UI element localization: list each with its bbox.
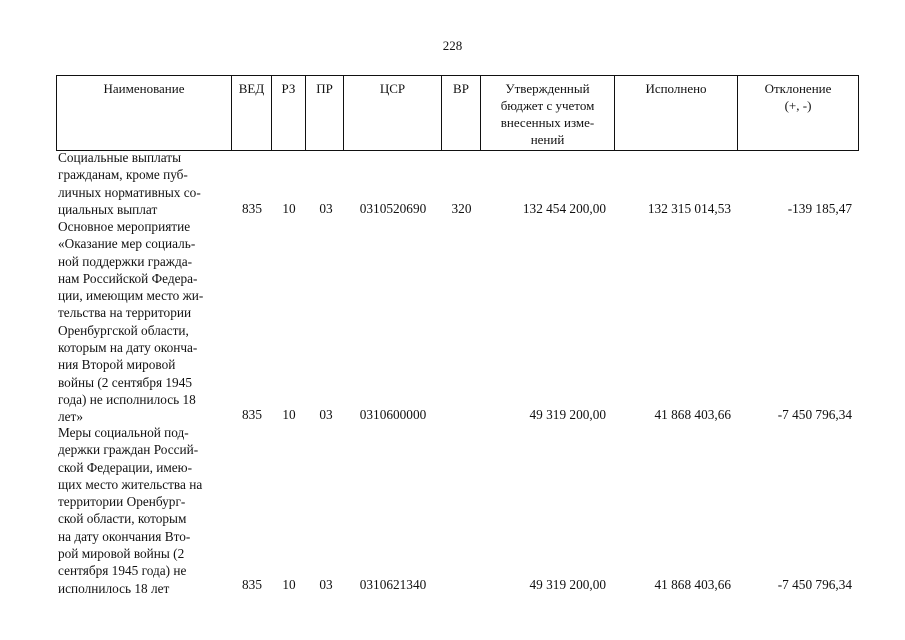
row-executed: 41 868 403,66 (654, 577, 731, 592)
row-executed: 41 868 403,66 (654, 407, 731, 422)
header-pr: ПР (305, 76, 343, 150)
row-ved: 835 (242, 577, 262, 592)
row-approved: 132 454 200,00 (522, 201, 606, 216)
page-number: 228 (442, 38, 463, 53)
header-rz: РЗ (271, 76, 305, 150)
row-deviation: -7 450 796,34 (777, 407, 852, 422)
header-executed: Исполнено (614, 76, 737, 150)
row-deviation: -139 185,47 (787, 201, 852, 216)
row-pr: 03 (319, 407, 333, 422)
row-approved: 49 319 200,00 (529, 577, 606, 592)
header-name: Наименование (56, 76, 231, 150)
table-header (56, 75, 859, 151)
row-ved: 835 (242, 201, 262, 216)
row-name: Основное мероприятие «Оказание мер социаль- ной поддержки гражда- нам Российской Федера- ции, имеющим место жи- тельства на территории Оренбургской области, которым на дату оконча- ния Второй мировой войны (2 сентября 1945 года) не исполнилось 18 лет» (58, 219, 204, 425)
row-rz: 10 (282, 407, 296, 422)
row-rz: 10 (282, 577, 296, 592)
row-csr: 0310600000 (359, 407, 427, 422)
header-vr: ВР (441, 76, 480, 150)
row-name: Социальные выплаты гражданам, кроме пуб- личных нормативных со- циальных выплат (58, 150, 201, 217)
row-vr: 320 (451, 201, 472, 216)
row-deviation: -7 450 796,34 (777, 577, 852, 592)
header-deviation: Отклонение (+, -) (737, 76, 859, 150)
row-approved: 49 319 200,00 (529, 407, 606, 422)
row-ved: 835 (242, 407, 262, 422)
row-name: Меры социальной под- держки граждан Россий- ской Федерации, имею- щих место жительства на территории Оренбург- ской области, которым на дату окончания Вто- рой мировой войны (2 сентября 1945 года) не исполнилось 18 лет (58, 425, 203, 596)
header-csr: ЦСР (343, 76, 441, 150)
row-rz: 10 (282, 201, 296, 216)
row-pr: 03 (319, 201, 333, 216)
row-pr: 03 (319, 577, 333, 592)
row-csr: 0310621340 (359, 577, 427, 592)
row-csr: 0310520690 (359, 201, 427, 216)
row-executed: 132 315 014,53 (647, 201, 731, 216)
header-approved: Утвержденный бюджет с учетом внесенных изме- нений (480, 76, 614, 150)
header-ved: ВЕД (231, 76, 271, 150)
